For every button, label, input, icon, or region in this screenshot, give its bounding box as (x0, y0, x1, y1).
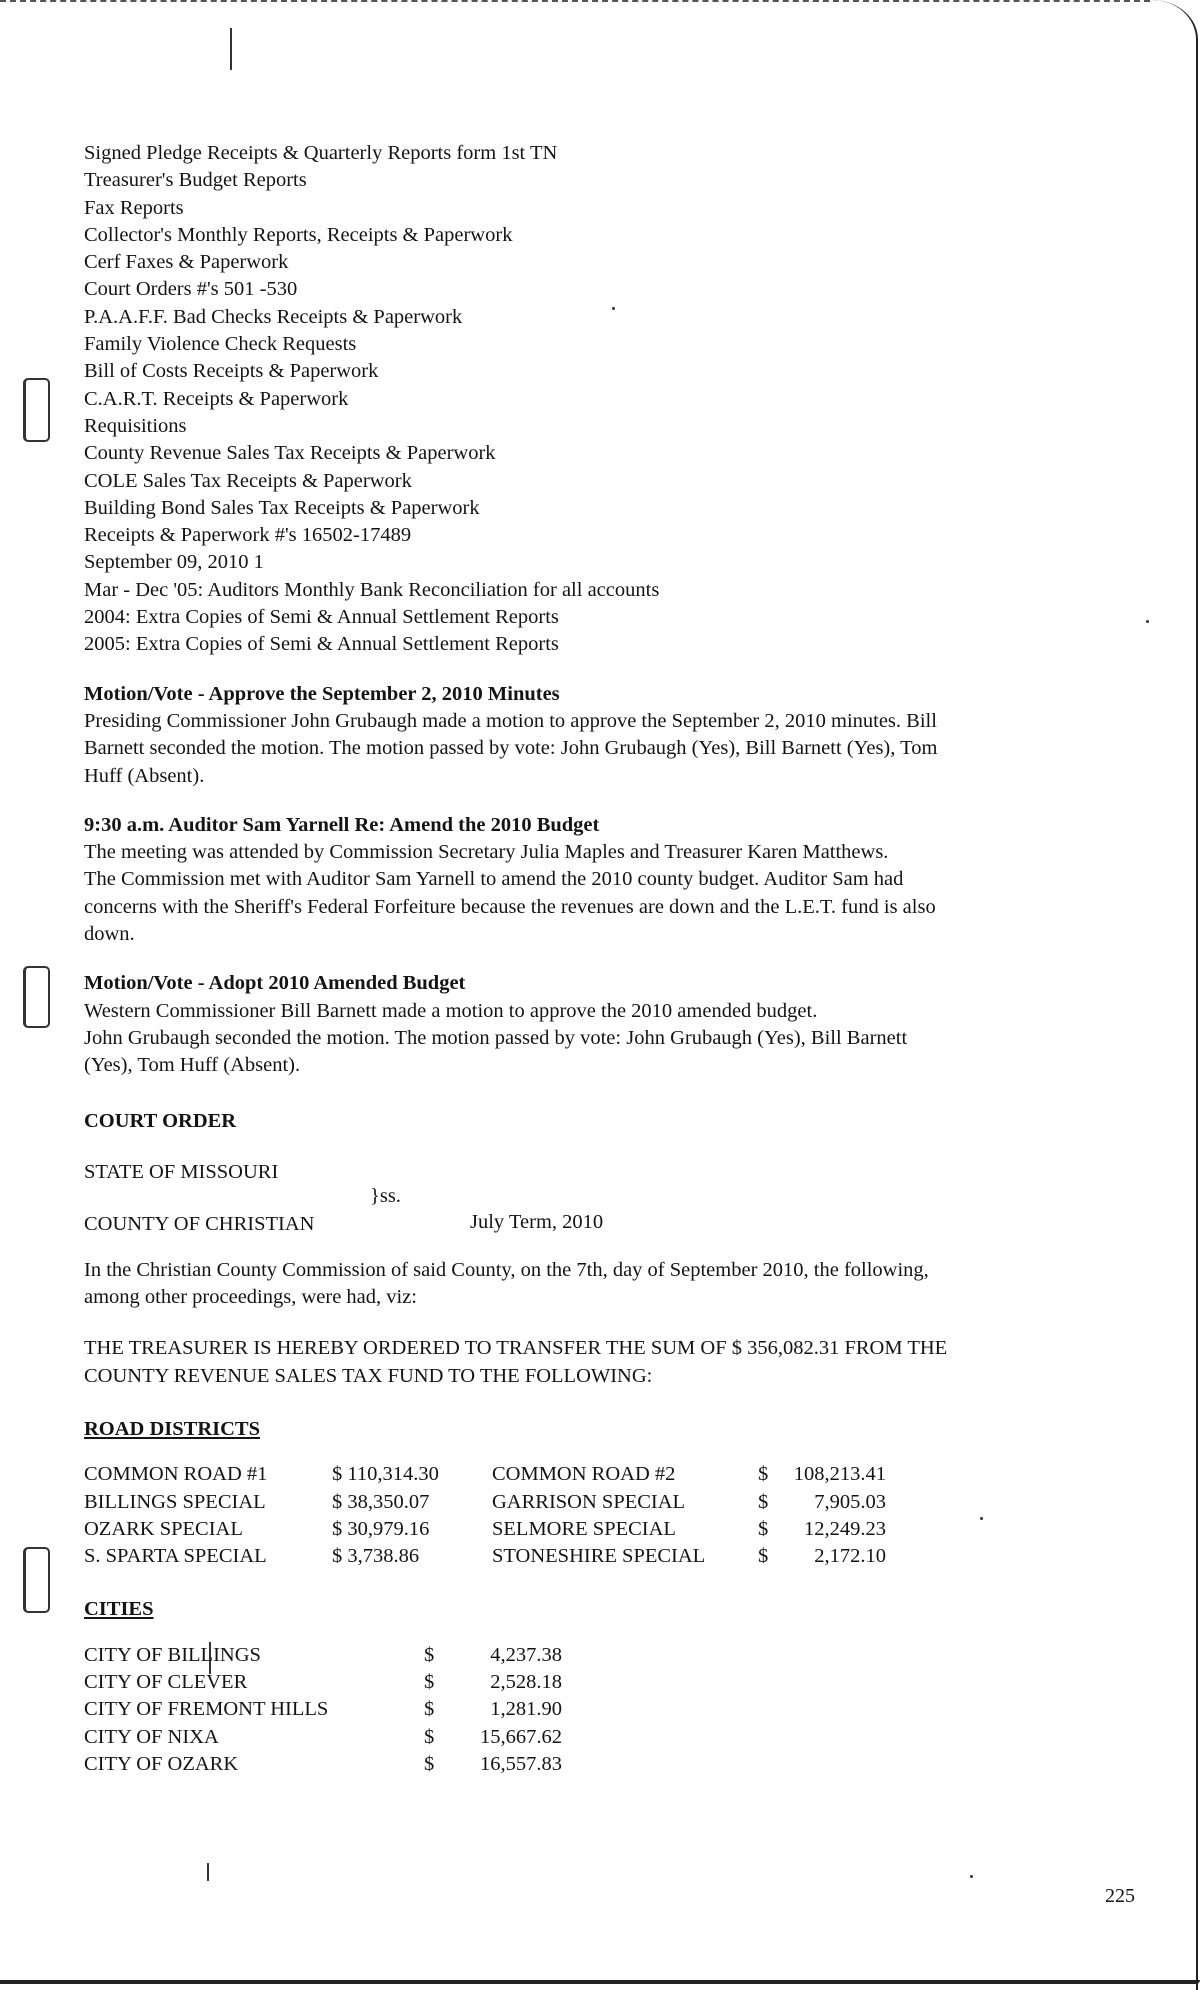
section-line: Presiding Commissioner John Grubaugh made a motion to approve the September 2, 2010 minutes. Bill (84, 709, 937, 732)
currency-sign: $ (758, 1463, 769, 1486)
receipt-list-item: County Revenue Sales Tax Receipts & Paperwork (84, 442, 496, 465)
receipt-list-item: Court Orders #'s 501 -530 (84, 278, 298, 301)
document-page (84, 140, 1104, 1778)
city-row (84, 1724, 562, 1751)
district-name: COMMON ROAD #1 (84, 1463, 268, 1486)
order-statement (84, 1335, 1104, 1390)
section-line: concerns with the Sheriff's Federal Forfeiture because the revenues are down and the L.E.T. fund is also (84, 895, 936, 918)
city-row (84, 1669, 562, 1696)
district-name: GARRISON SPECIAL (492, 1490, 686, 1513)
district-amount: $ 110,314.30 (332, 1463, 439, 1486)
punch-hole (23, 378, 50, 442)
city-amount: 15,667.62 (480, 1725, 562, 1748)
city-name: CITY OF NIXA (84, 1725, 219, 1748)
scan-mark (207, 1863, 209, 1881)
section-line: down. (84, 923, 135, 946)
district-amount: 12,249.23 (804, 1517, 886, 1540)
minutes-section (84, 970, 1104, 1079)
speck (1146, 620, 1149, 623)
district-amount: 108,213.41 (793, 1463, 886, 1486)
county-label: COUNTY OF CHRISTIAN (84, 1212, 315, 1235)
road-district-row (84, 1543, 886, 1570)
section-line: The meeting was attended by Commission Secretary Julia Maples and Treasurer Karen Matthews. (84, 841, 889, 864)
receipt-list-item: Bill of Costs Receipts & Paperwork (84, 360, 379, 383)
currency-sign: $ (424, 1752, 435, 1775)
district-name: BILLINGS SPECIAL (84, 1490, 266, 1513)
receipt-list-item: Family Violence Check Requests (84, 333, 357, 356)
receipt-list-item: 2004: Extra Copies of Semi & Annual Settlement Reports (84, 606, 559, 629)
road-district-row (84, 1516, 886, 1543)
city-amount: 2,528.18 (490, 1671, 562, 1694)
intro-line: In the Christian County Commission of said County, on the 7th, day of September 2010, the following, (84, 1258, 929, 1281)
receipt-list-item: Cerf Faxes & Paperwork (84, 251, 289, 274)
road-districts-heading: ROAD DISTRICTS (84, 1417, 261, 1440)
cities-table (84, 1642, 562, 1778)
currency-sign: $ (758, 1490, 769, 1513)
court-caption (84, 1159, 1104, 1235)
section-title: Motion/Vote - Approve the September 2, 2010 Minutes (84, 682, 560, 705)
receipt-list-item: Collector's Monthly Reports, Receipts & Paperwork (84, 223, 513, 246)
district-amount: $ 30,979.16 (332, 1517, 430, 1540)
receipt-list-item: Fax Reports (84, 196, 184, 219)
section-line: John Grubaugh seconded the motion. The motion passed by vote: John Grubaugh (Yes), Bill Barnett (84, 1026, 908, 1049)
page-number: 225 (1105, 1885, 1135, 1907)
minutes-sections (84, 681, 1104, 1080)
section-title: 9:30 a.m. Auditor Sam Yarnell Re: Amend the 2010 Budget (84, 813, 600, 836)
receipt-list-item: C.A.R.T. Receipts & Paperwork (84, 387, 349, 410)
district-name: COMMON ROAD #2 (492, 1463, 676, 1486)
section-title: Motion/Vote - Adopt 2010 Amended Budget (84, 972, 466, 995)
scan-bottom-edge (0, 1980, 1200, 1984)
scan-page-curl (1152, 0, 1198, 1990)
receipt-list-item: Receipts & Paperwork #'s 16502-17489 (84, 524, 412, 547)
section-line: (Yes), Tom Huff (Absent). (84, 1054, 301, 1077)
district-amount: $ 38,350.07 (332, 1490, 430, 1513)
district-name: STONESHIRE SPECIAL (492, 1545, 706, 1568)
city-row (84, 1642, 562, 1669)
section-line: The Commission met with Auditor Sam Yarnell to amend the 2010 county budget. Auditor Sam had (84, 868, 904, 891)
receipt-list-item: 2005: Extra Copies of Semi & Annual Settlement Reports (84, 633, 559, 656)
city-name: CITY OF FREMONT HILLS (84, 1698, 329, 1721)
receipt-list-item: Mar - Dec '05: Auditors Monthly Bank Reconciliation for all accounts (84, 578, 660, 601)
city-name: CITY OF CLEVER (84, 1671, 248, 1694)
minutes-section (84, 681, 1104, 790)
state-label: STATE OF MISSOURI (84, 1160, 279, 1183)
intro-line: among other proceedings, were had, viz: (84, 1286, 418, 1309)
currency-sign: $ (424, 1698, 435, 1721)
district-name: SELMORE SPECIAL (492, 1517, 676, 1540)
city-amount: 1,281.90 (490, 1698, 562, 1721)
section-line: Barnett seconded the motion. The motion passed by vote: John Grubaugh (Yes), Bill Barnett (Yes), Tom (84, 737, 938, 760)
receipt-list-item: P.A.A.F.F. Bad Checks Receipts & Paperwork (84, 305, 463, 328)
order-line: COUNTY REVENUE SALES TAX FUND TO THE FOLLOWING: (84, 1364, 653, 1387)
receipt-list-item: Treasurer's Budget Reports (84, 169, 307, 192)
road-districts-table (84, 1461, 886, 1570)
city-name: CITY OF BILLINGS (84, 1643, 261, 1666)
city-row (84, 1696, 562, 1723)
punch-hole (23, 966, 50, 1028)
district-name: OZARK SPECIAL (84, 1517, 243, 1540)
district-amount: 2,172.10 (814, 1545, 886, 1568)
speck (970, 1875, 973, 1878)
ss-label: }ss. (370, 1184, 401, 1207)
district-amount: 7,905.03 (814, 1490, 886, 1513)
cities-heading: CITIES (84, 1598, 154, 1621)
road-district-row (84, 1489, 886, 1516)
section-line: Western Commissioner Bill Barnett made a motion to approve the 2010 amended budget. (84, 999, 818, 1022)
scan-top-edge (0, 0, 1150, 4)
receipt-list (84, 140, 1104, 659)
receipt-list-item: COLE Sales Tax Receipts & Paperwork (84, 469, 412, 492)
court-order-title: COURT ORDER (84, 1109, 237, 1132)
currency-sign: $ (758, 1545, 769, 1568)
district-amount: $ 3,738.86 (332, 1545, 420, 1568)
order-line: THE TREASURER IS HEREBY ORDERED TO TRANSFER THE SUM OF $ 356,082.31 FROM THE (84, 1337, 948, 1360)
currency-sign: $ (424, 1643, 435, 1666)
order-intro (84, 1257, 1104, 1312)
punch-hole (23, 1547, 50, 1613)
city-amount: 16,557.83 (480, 1752, 562, 1775)
receipt-list-item: Building Bond Sales Tax Receipts & Paperwork (84, 496, 480, 519)
section-line: Huff (Absent). (84, 764, 205, 787)
currency-sign: $ (758, 1517, 769, 1540)
currency-sign: $ (424, 1725, 435, 1748)
receipt-list-item: Signed Pledge Receipts & Quarterly Reports form 1st TN (84, 142, 558, 164)
city-row (84, 1751, 562, 1778)
receipt-list-item: Requisitions (84, 414, 187, 437)
city-name: CITY OF OZARK (84, 1752, 239, 1775)
scan-mark (230, 28, 232, 70)
term-label: July Term, 2010 (470, 1210, 604, 1233)
road-district-row (84, 1461, 886, 1488)
district-name: S. SPARTA SPECIAL (84, 1545, 267, 1568)
minutes-section (84, 812, 1104, 948)
receipt-list-item: September 09, 2010 1 (84, 551, 264, 574)
city-amount: 4,237.38 (490, 1643, 562, 1666)
currency-sign: $ (424, 1671, 435, 1694)
